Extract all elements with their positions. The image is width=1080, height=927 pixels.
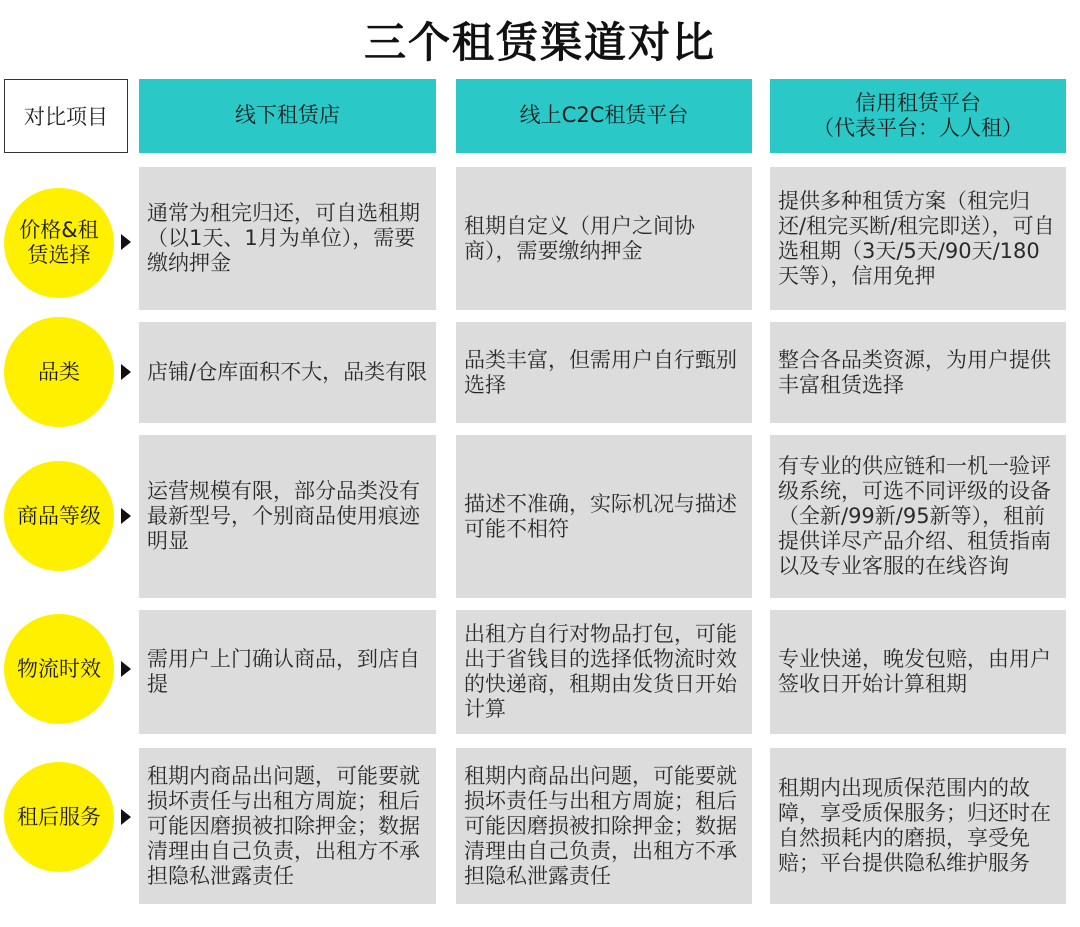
row-arrow-icon [121, 234, 131, 250]
cell-text: 专业快递，晚发包赔，由用户签收日开始计算租期 [778, 647, 1051, 696]
table-cell [770, 322, 1066, 423]
column-header-line1: 信用租赁平台 [855, 90, 981, 115]
cell-text: 租期内出现质保范围内的故障，享受质保服务；归还时在自然损耗内的磨损，享受免赔；平台提供隐私维护服务 [778, 776, 1051, 875]
column-header-credit [770, 79, 1066, 153]
table-cell [139, 610, 436, 734]
row-label: 价格&租赁选择 [19, 218, 99, 267]
row-label-circle [4, 762, 114, 872]
cell-text: 提供多种租赁方案（租完归还/租完买断/租完即送），可自选租期（3天/5天/90天/180天等），信用免押 [778, 188, 1055, 288]
table-cell [456, 167, 752, 310]
column-header-line2: （代表平台：人人租） [813, 116, 1023, 140]
table-cell [139, 322, 436, 423]
row-label: 物流时效 [17, 656, 101, 681]
page-title: 三个租赁渠道对比 [363, 18, 716, 67]
cell-text: 有专业的供应链和一机一验评级系统，可选不同评级的设备（全新/99新/95新等），租前提供详尽产品介绍、租赁指南以及专业客服的在线咨询 [778, 454, 1051, 578]
row-label-circle [4, 188, 114, 298]
table-cell [139, 167, 436, 310]
cell-text: 运营规模有限，部分品类没有最新型号，个别商品使用痕迹明显 [147, 479, 420, 553]
cell-text: 出租方自行对物品打包，可能出于省钱目的选择低物流时效的快递商，租期由发货日开始计算 [464, 622, 737, 721]
header-label: 对比项目 [4, 79, 128, 153]
cell-text: 整合各品类资源，为用户提供丰富租赁选择 [778, 347, 1051, 397]
row-arrow-icon [121, 508, 131, 524]
table-cell [456, 322, 752, 423]
row-label: 品类 [38, 359, 80, 384]
row-label-circle [4, 614, 114, 724]
column-header-line1: 线上C2C租赁平台 [519, 103, 689, 128]
column-header-c2c [456, 79, 752, 153]
cell-text: 租期自定义（用户之间协商），需要缴纳押金 [464, 213, 695, 263]
row-label: 租后服务 [17, 804, 101, 829]
table-cell [770, 435, 1066, 598]
table-cell [770, 610, 1066, 734]
row-arrow-icon [121, 661, 131, 677]
row-label-circle [4, 317, 114, 427]
table-cell [456, 748, 752, 904]
cell-text: 描述不准确，实际机况与描述可能不相符 [464, 491, 737, 541]
table-cell [139, 748, 436, 904]
table-cell [456, 610, 752, 734]
row-arrow-icon [121, 809, 131, 825]
table-cell [139, 435, 436, 598]
row-label: 商品等级 [17, 503, 101, 528]
cell-text: 租期内商品出问题，可能要就损坏责任与出租方周旋；租后可能因磨损被扣除押金；数据清理由自己负责，出租方不承担隐私泄露责任 [464, 763, 737, 888]
cell-text: 通常为租完归还，可自选租期（以1天、1月为单位），需要缴纳押金 [147, 201, 420, 275]
column-header-offline [139, 79, 436, 153]
table-cell [456, 435, 752, 598]
table-cell [770, 748, 1066, 904]
row-label-circle [4, 461, 114, 571]
table-cell [770, 167, 1066, 310]
cell-text: 品类丰富，但需用户自行甄别选择 [464, 347, 737, 397]
cell-text: 租期内商品出问题，可能要就损坏责任与出租方周旋；租后可能因磨损被扣除押金；数据清理由自己负责，出租方不承担隐私泄露责任 [147, 763, 420, 888]
cell-text: 需用户上门确认商品，到店自提 [147, 647, 420, 696]
cell-text: 店铺/仓库面积不大，品类有限 [147, 360, 428, 384]
column-header-line1: 线下租赁店 [235, 103, 340, 128]
row-arrow-icon [121, 364, 131, 380]
